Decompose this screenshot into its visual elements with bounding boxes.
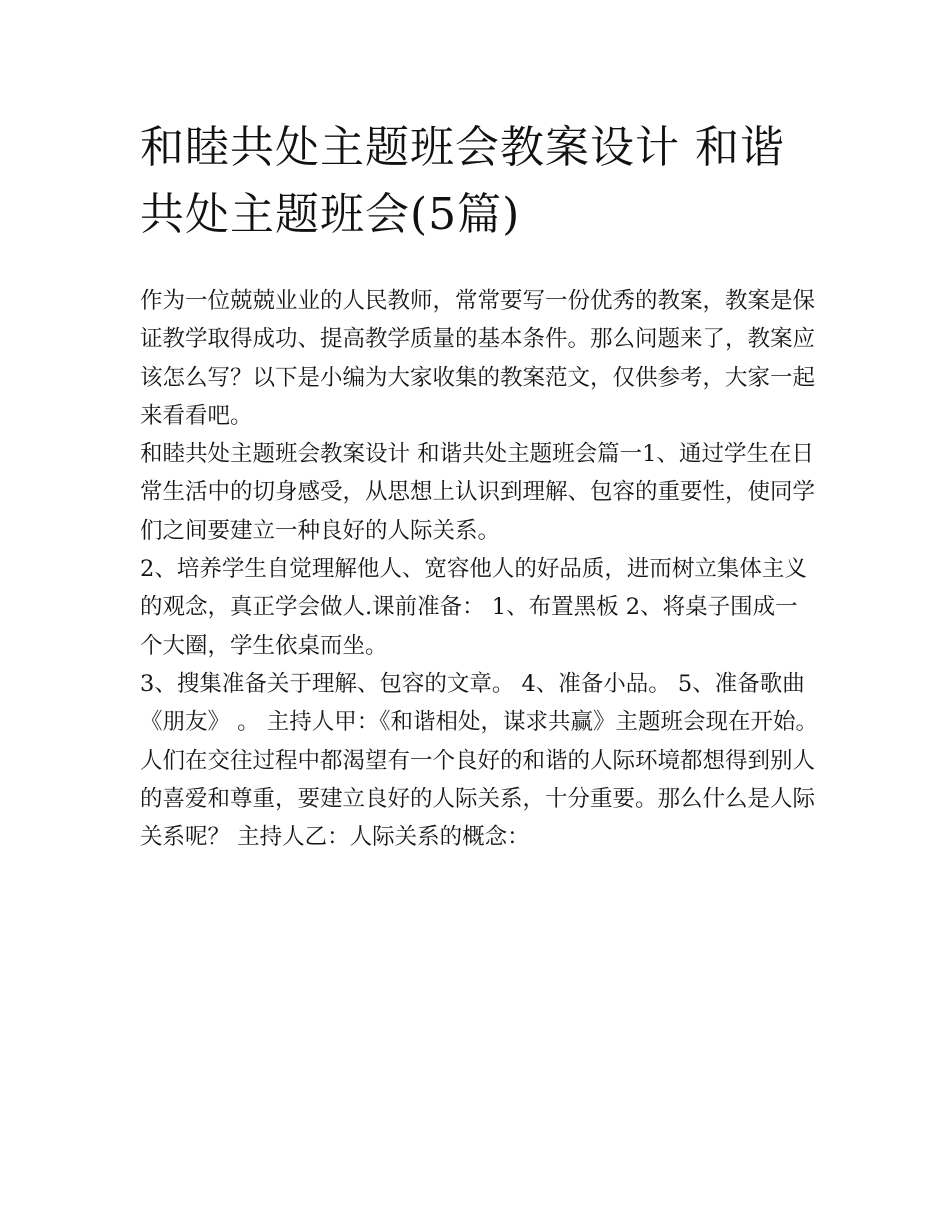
paragraph-goal-2: 2、培养学生自觉理解他人、宽容他人的好品质，进而树立集体主义的观念，真正学会做人.课前准备： 1、布置黑板 2、将桌子围成一个大圈，学生依桌而坐。 <box>140 556 807 659</box>
paragraph-preparation: 3、搜集准备关于理解、包容的文章。 4、准备小品。 5、准备歌曲《朋友》 。 主持人甲：《和谐相处，谋求共赢》主题班会现在开始。 <box>140 670 819 736</box>
paragraph-intro: 作为一位兢兢业业的人民教师，常常要写一份优秀的教案，教案是保证教学取得成功、提高教学质量的基本条件。那么问题来了，教案应该怎么写？以下是小编为大家收集的教案范文，仅供参考，大家一起来看看吧。 <box>140 288 816 429</box>
document-body <box>140 282 820 856</box>
paragraph-goal-1: 和睦共处主题班会教案设计 和谐共处主题班会篇一1、通过学生在日常生活中的切身感受，从思想上认识到理解、包容的重要性，使同学们之间要建立一种良好的人际关系。 <box>140 441 816 544</box>
document-title: 和睦共处主题班会教案设计 和谐共处主题班会(5篇) <box>140 122 785 240</box>
paragraph-relationships: 人们在交往过程中都渴望有一个良好的和谐的人际环境都想得到别人的喜爱和尊重，要建立良好的人际关系，十分重要。那么什么是人际关系呢？ 主持人乙：人际关系的概念： <box>140 747 816 851</box>
